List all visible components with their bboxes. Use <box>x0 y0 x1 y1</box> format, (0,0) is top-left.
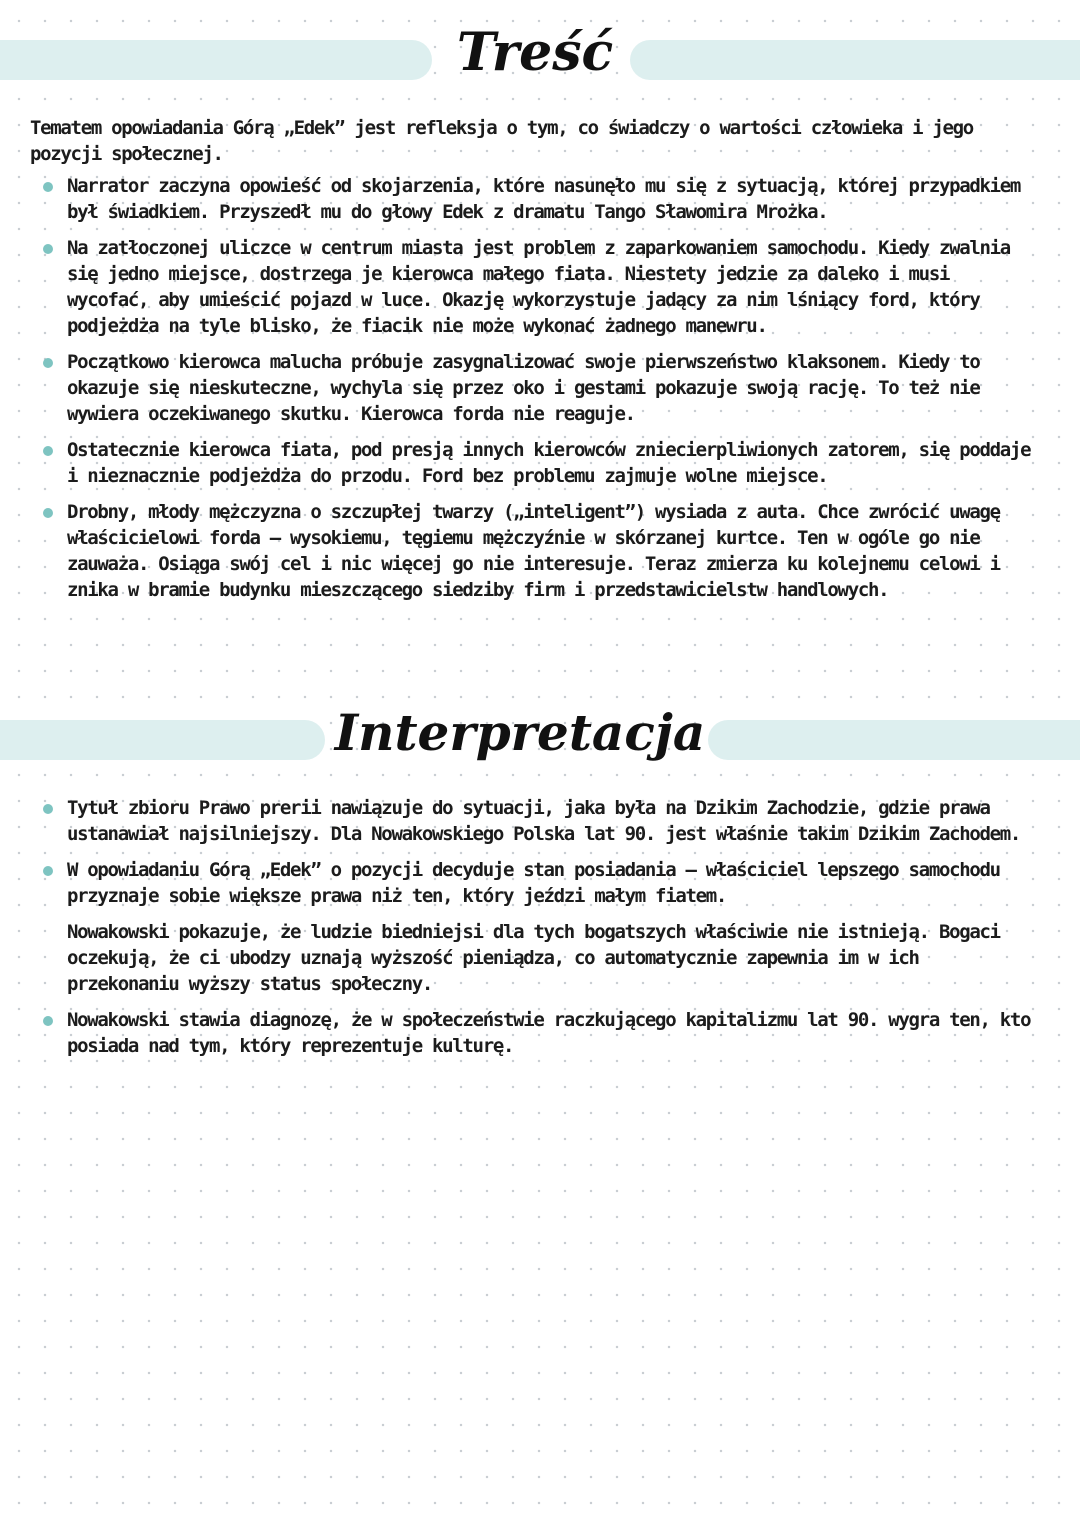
content-bullet-list <box>30 173 1040 603</box>
bullet-dot-icon <box>43 804 53 814</box>
heading-band-right <box>630 40 1080 80</box>
list-item <box>30 1007 1040 1059</box>
bullet-dot-icon <box>43 244 53 254</box>
heading-band-right <box>708 720 1080 760</box>
intro-paragraph: Tematem opowiadania Górą „Edek” jest refleksja o tym, co świadczy o wartości człowieka i jego pozycji społecznej. <box>30 117 973 165</box>
bullet-dot-icon <box>43 1016 53 1026</box>
bullet-dot-icon <box>43 446 53 456</box>
list-item <box>30 437 1040 489</box>
content-section <box>30 115 1040 613</box>
heading-band-left <box>0 720 325 760</box>
heading-band-left <box>0 40 432 80</box>
list-item <box>30 173 1040 225</box>
list-item-text: Tytuł zbioru Prawo prerii nawiązuje do sytuacji, jaka była na Dzikim Zachodzie, gdzie prawa ustanawiał najsilniejszy. Dla Nowakowskiego Polska lat 90. jest właśnie takim Dzikim Zachodem. <box>67 797 1021 845</box>
list-item <box>30 919 1040 997</box>
list-item-text: Narrator zaczyna opowieść od skojarzenia, które nasunęło mu się z sytuacją, której przypadkiem był świadkiem. Przyszedł mu do głowy Edek z dramatu Tango Sławomira Mrożka. <box>67 175 1021 223</box>
interpretation-bullet-list <box>30 795 1040 1059</box>
list-item-text: Ostatecznie kierowca fiata, pod presją innych kierowców zniecierpliwionych zatorem, się poddaje i nieznacznie podjeżdża do przodu. Ford bez problemu zajmuje wolne miejsce. <box>67 439 1031 487</box>
list-item <box>30 795 1040 847</box>
list-item <box>30 499 1040 603</box>
list-item-text: W opowiadaniu Górą „Edek” o pozycji decyduje stan posiadania – właściciel lepszego samochodu przyznaje sobie większe prawa niż ten, który jeździ małym fiatem. <box>67 859 1000 907</box>
list-item <box>30 857 1040 909</box>
bullet-dot-icon <box>43 866 53 876</box>
list-item-text: Drobny, młody mężczyzna o szczupłej twarzy („inteligent”) wysiada z auta. Chce zwrócić uwagę właścicielowi forda – wysokiemu, tęgiemu mężczyźnie w skórzanej kurtce. Ten w ogóle go nie zauważa. Osiąga swój cel i nic więcej go nie interesuje. Teraz zmierza ku kolejnemu celowi i znika w bramie budynku mieszczącego siedziby firm i przedstawicielstw handlowych. <box>67 501 1000 601</box>
bullet-dot-icon <box>43 182 53 192</box>
heading-interpretation: Interpretacja <box>334 703 706 762</box>
list-item <box>30 235 1040 339</box>
bullet-dot-icon <box>43 508 53 518</box>
list-item-text: Nowakowski stawia diagnozę, że w społeczeństwie raczkującego kapitalizmu lat 90. wygra ten, kto posiada nad tym, który reprezentuje kulturę. <box>67 1009 1031 1057</box>
bullet-dot-icon <box>43 358 53 368</box>
heading-content: Treść <box>456 22 614 83</box>
list-item-text: Nowakowski pokazuje, że ludzie biedniejsi dla tych bogatszych właściwie nie istnieją. Bogaci oczekują, że ci ubodzy uznają wyższość pieniądza, co automatycznie zapewnia im w ich przekonaniu wyższy status społeczny. <box>67 921 1000 995</box>
list-item <box>30 349 1040 427</box>
list-item-text: Na zatłoczonej uliczce w centrum miasta jest problem z zaparkowaniem samochodu. Kiedy zwalnia się jedno miejsce, dostrzega je kierowca małego fiata. Niestety jedzie za daleko i musi wycofać, aby umieścić pojazd w luce. Okazję wykorzystuje jadący za nim lśniący ford, który podjeżdża na tyle blisko, że fiacik nie może wykonać żadnego manewru. <box>67 237 1010 337</box>
interpretation-section <box>30 795 1040 1069</box>
list-item-text: Początkowo kierowca malucha próbuje zasygnalizować swoje pierwszeństwo klaksonem. Kiedy to okazuje się nieskuteczne, wychyla się przez oko i gestami pokazuje swoją rację. To też nie wywiera oczekiwanego skutku. Kierowca forda nie reaguje. <box>67 351 980 425</box>
